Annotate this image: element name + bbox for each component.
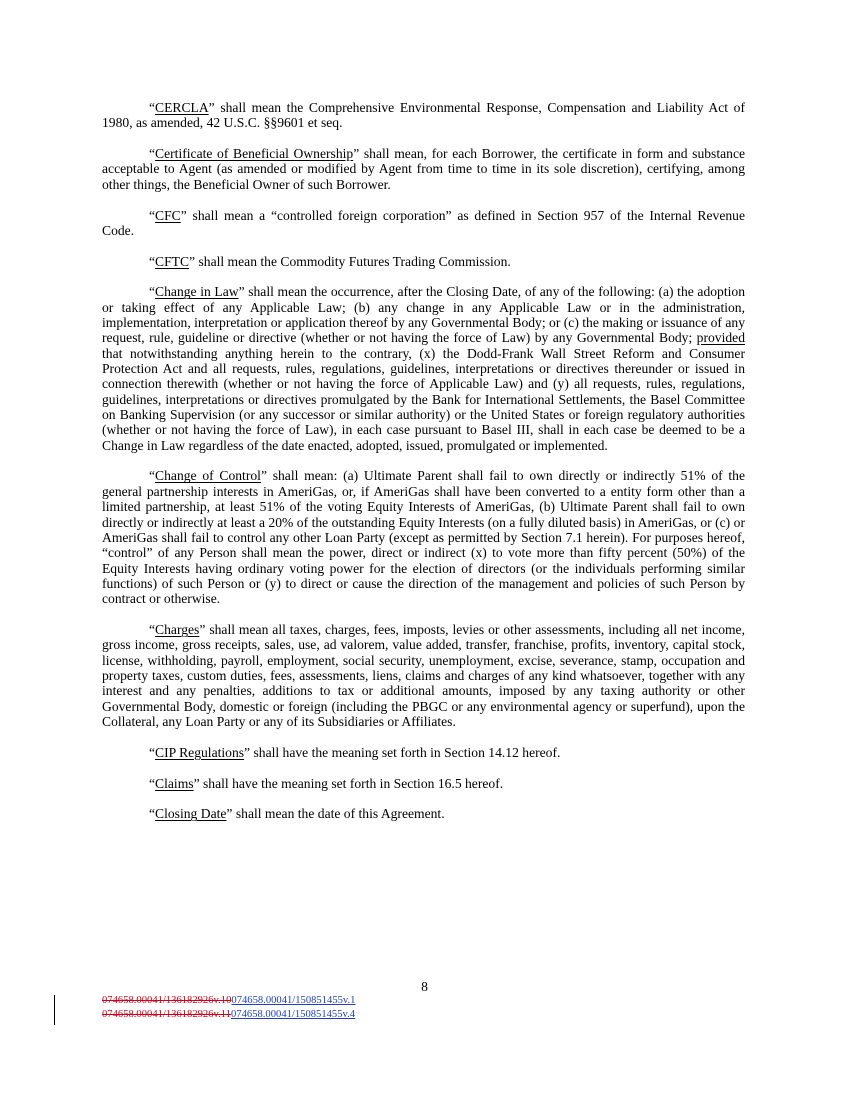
definition-certificate-of-beneficial-ownership: “Certificate of Beneficial Ownership” shall mean, for each Borrower, the certificate in form and substance acceptable to Agent (as amended or modified by Agent from time to time in its sole discretion), certifying, among other things, the Beneficial Owner of such Borrower. bbox=[102, 146, 746, 192]
definition-cfc: “CFC” shall mean a “controlled foreign corporation” as defined in Section 957 of the Internal Revenue Code. bbox=[102, 207, 745, 238]
definition-text-continued: that notwithstanding anything herein to the contrary, (x) the Dodd-Frank Wall Street Reform and Consumer Protection Act and all requests, rules, regulations, guidelines, interpretations or directives thereunder or issued in connection therewith (whether or not having the force of Applicable Law) and (y) all requests, rules, regulations, guidelines, interpretations or directives promulgated by the Bank for International Settlements, the Basel Committee on Banking Supervision (or any successor or similar authority) or the United States or foreign regulatory authorities (whether or not having the force of Law), in each case pursuant to Basel III, shall in each case be deemed to be a Change in Law regardless of the date enacted, adopted, issued, promulgated or implemented. bbox=[102, 345, 745, 453]
definition-text: ” shall mean all taxes, charges, fees, imposts, levies or other assessments, including all net income, gross income, gross receipts, sales, use, ad valorem, value added, transfer, franchise, profits, inventory, capital stock, license, withholding, payroll, employment, social security, unemployment, excise, severance, stamp, occupation and property taxes, custom duties, fees, assessments, liens, claims and charges of any kind whatsoever, together with any interest and any penalties, additions to tax or additional amounts, imposed by any taxing authority or other Governmental Body, domestic or foreign (including the PBGC or any environmental agency or superfund), upon the Collateral, any Loan Party or any of its Subsidiaries or Affiliates. bbox=[102, 621, 745, 730]
definition-cercla: “CERCLA” shall mean the Comprehensive Environmental Response, Compensation and Liability Act of 1980, as amended, 42 U.S.C. §§9601 et seq. bbox=[102, 100, 745, 131]
revision-bar bbox=[54, 995, 55, 1025]
definition-cip-regulations: “CIP Regulations” shall have the meaning set forth in Section 14.12 hereof. bbox=[149, 744, 561, 760]
footer-line-2 bbox=[102, 1008, 355, 1022]
definition-text: ” shall mean the Comprehensive Environmental Response, Compensation and Liability Act of 1980, as amended, 42 U.S.C. §§9601 et seq. bbox=[102, 100, 745, 131]
definition-text: ” shall have the meaning set forth in Section 16.5 hereof. bbox=[193, 775, 504, 791]
footer-line-1 bbox=[102, 994, 355, 1008]
defined-term: Change of Control bbox=[155, 468, 261, 484]
defined-term: CFTC bbox=[155, 253, 190, 269]
definition-text: ” shall mean, for each Borrower, the certificate in form and substance acceptable to Agent (as amended or modified by Agent from time to time in its sole discretion), certifying, among other things, the Beneficial Owner of such Borrower. bbox=[102, 146, 746, 192]
defined-term: CERCLA bbox=[155, 100, 209, 115]
proviso-word: provided bbox=[696, 330, 745, 346]
definition-change-of-control: “Change of Control” shall mean: (a) Ultimate Parent shall fail to own directly or indirectly 51% of the general partnership interests in AmeriGas, or, if AmeriGas shall have been converted to a entity form other than a limited partnership, at least 51% of the voting Equity Interests of AmeriGas, (b) Ultimate Parent shall fail to own directly or indirectly at least a 20% of the outstanding Equity Interests (on a fully diluted basis) in AmeriGas, or (c) or AmeriGas shall fail to control any other Loan Party (except as permitted by Section 7.1 herein). For purposes hereof, “control” of any Person shall mean the power, direct or indirect (x) to vote more than fifty percent (50%) of the Equity Interests having ordinary voting power for the election of directors (or the individuals performing similar functions) of such Person or (y) to direct or cause the direction of the management and policies of such Person by contract or otherwise. bbox=[102, 468, 745, 607]
definition-text: ” shall mean: (a) Ultimate Parent shall fail to own directly or indirectly 51% of the general partnership interests in AmeriGas, or, if AmeriGas shall have been converted to a entity form other than a limited partnership, at least 51% of the voting Equity Interests of AmeriGas, (b) Ultimate Parent shall fail to own directly or indirectly at least a 20% of the outstanding Equity Interests (on a fully diluted basis) in AmeriGas, or (c) or AmeriGas shall fail to control any other Loan Party (except as permitted by Section 7.1 herein). For purposes hereof, “control” of any Person shall mean the power, direct or indirect (x) to vote more than fifty percent (50%) of the Equity Interests having ordinary voting power for the election of directors (or the individuals performing similar functions) of such Person or (y) to direct or cause the direction of the management and policies of such Person by contract or otherwise. bbox=[102, 468, 745, 607]
definition-change-in-law: “Change in Law” shall mean the occurrence, after the Closing Date, of any of the following: (a) the adoption or taking effect of any Applicable Law; (b) any change in any Applicable Law or in the administration, implementation, interpretation or application thereof by any Governmental Body; or (c) the making or issuance of any request, rule, guideline or directive (whether or not having the force of Law) by any Governmental Body; provided that notwithstanding anything herein to the contrary, (x) the Dodd-Frank Wall Street Reform and Consumer Protection Act and all requests, rules, regulations, guidelines, interpretations or directives thereunder or issued in connection therewith (whether or not having the force of Applicable Law) and (y) all requests, rules, regulations, guidelines, interpretations or directives promulgated by the Bank for International Settlements, the Basel Committee on Banking Supervision (or any successor or similar authority) or the United States or foreign regulatory authorities (whether or not having the force of Law), in each case pursuant to Basel III, shall in each case be deemed to be a Change in Law regardless of the date enacted, adopted, issued, promulgated or implemented. bbox=[102, 284, 745, 453]
document-id-footer bbox=[102, 994, 355, 1021]
defined-term: CFC bbox=[155, 207, 181, 223]
deleted-doc-id: 074658.00041/136182926v.10 bbox=[102, 995, 232, 1006]
defined-term: Certificate of Beneficial Ownership bbox=[155, 146, 354, 162]
page-number: 8 bbox=[421, 979, 428, 994]
definition-charges: “Charges” shall mean all taxes, charges, fees, imposts, levies or other assessments, including all net income, gross income, gross receipts, sales, use, ad valorem, value added, transfer, franchise, profits, inventory, capital stock, license, withholding, payroll, employment, social security, unemployment, excise, severance, stamp, occupation and property taxes, custom duties, fees, assessments, liens, claims and charges of any kind whatsoever, together with any interest and any penalties, additions to tax or additional amounts, imposed by any taxing authority or other Governmental Body, domestic or foreign (including the PBGC or any environmental agency or superfund), upon the Collateral, any Loan Party or any of its Subsidiaries or Affiliates. bbox=[102, 621, 745, 730]
defined-term: Claims bbox=[155, 775, 194, 791]
definition-text: ” shall mean the Commodity Futures Trading Commission. bbox=[189, 253, 511, 269]
definition-claims: “Claims” shall have the meaning set forth in Section 16.5 hereof. bbox=[149, 775, 504, 791]
definition-text: ” shall mean the occurrence, after the Closing Date, of any of the following: (a) the adoption or taking effect of any Applicable Law; (b) any change in any Applicable Law or in the administration, implementation, interpretation or application thereof by any Governmental Body; or (c) the making or issuance of any request, rule, guideline or directive (whether or not having the force of Law) by any Governmental Body; bbox=[102, 284, 745, 346]
defined-term: Closing Date bbox=[155, 806, 227, 822]
document-body bbox=[102, 100, 745, 837]
definition-text: ” shall mean a “controlled foreign corporation” as defined in Section 957 of the Internal Revenue Code. bbox=[102, 207, 745, 238]
definition-closing-date: “Closing Date” shall mean the date of this Agreement. bbox=[149, 806, 445, 822]
definition-cftc: “CFTC” shall mean the Commodity Futures Trading Commission. bbox=[149, 253, 511, 269]
defined-term: CIP Regulations bbox=[155, 744, 245, 760]
deleted-doc-id: 074658.00041/136182926v.11 bbox=[102, 1008, 231, 1020]
inserted-doc-id: 074658.00041/150851455v.1 bbox=[231, 995, 356, 1006]
defined-term: Change in Law bbox=[155, 284, 239, 300]
definition-text: ” shall have the meaning set forth in Section 14.12 hereof. bbox=[244, 744, 561, 760]
defined-term: Charges bbox=[155, 621, 200, 637]
inserted-doc-id: 074658.00041/150851455v.4 bbox=[231, 1008, 356, 1020]
definition-text: ” shall mean the date of this Agreement. bbox=[226, 806, 445, 822]
